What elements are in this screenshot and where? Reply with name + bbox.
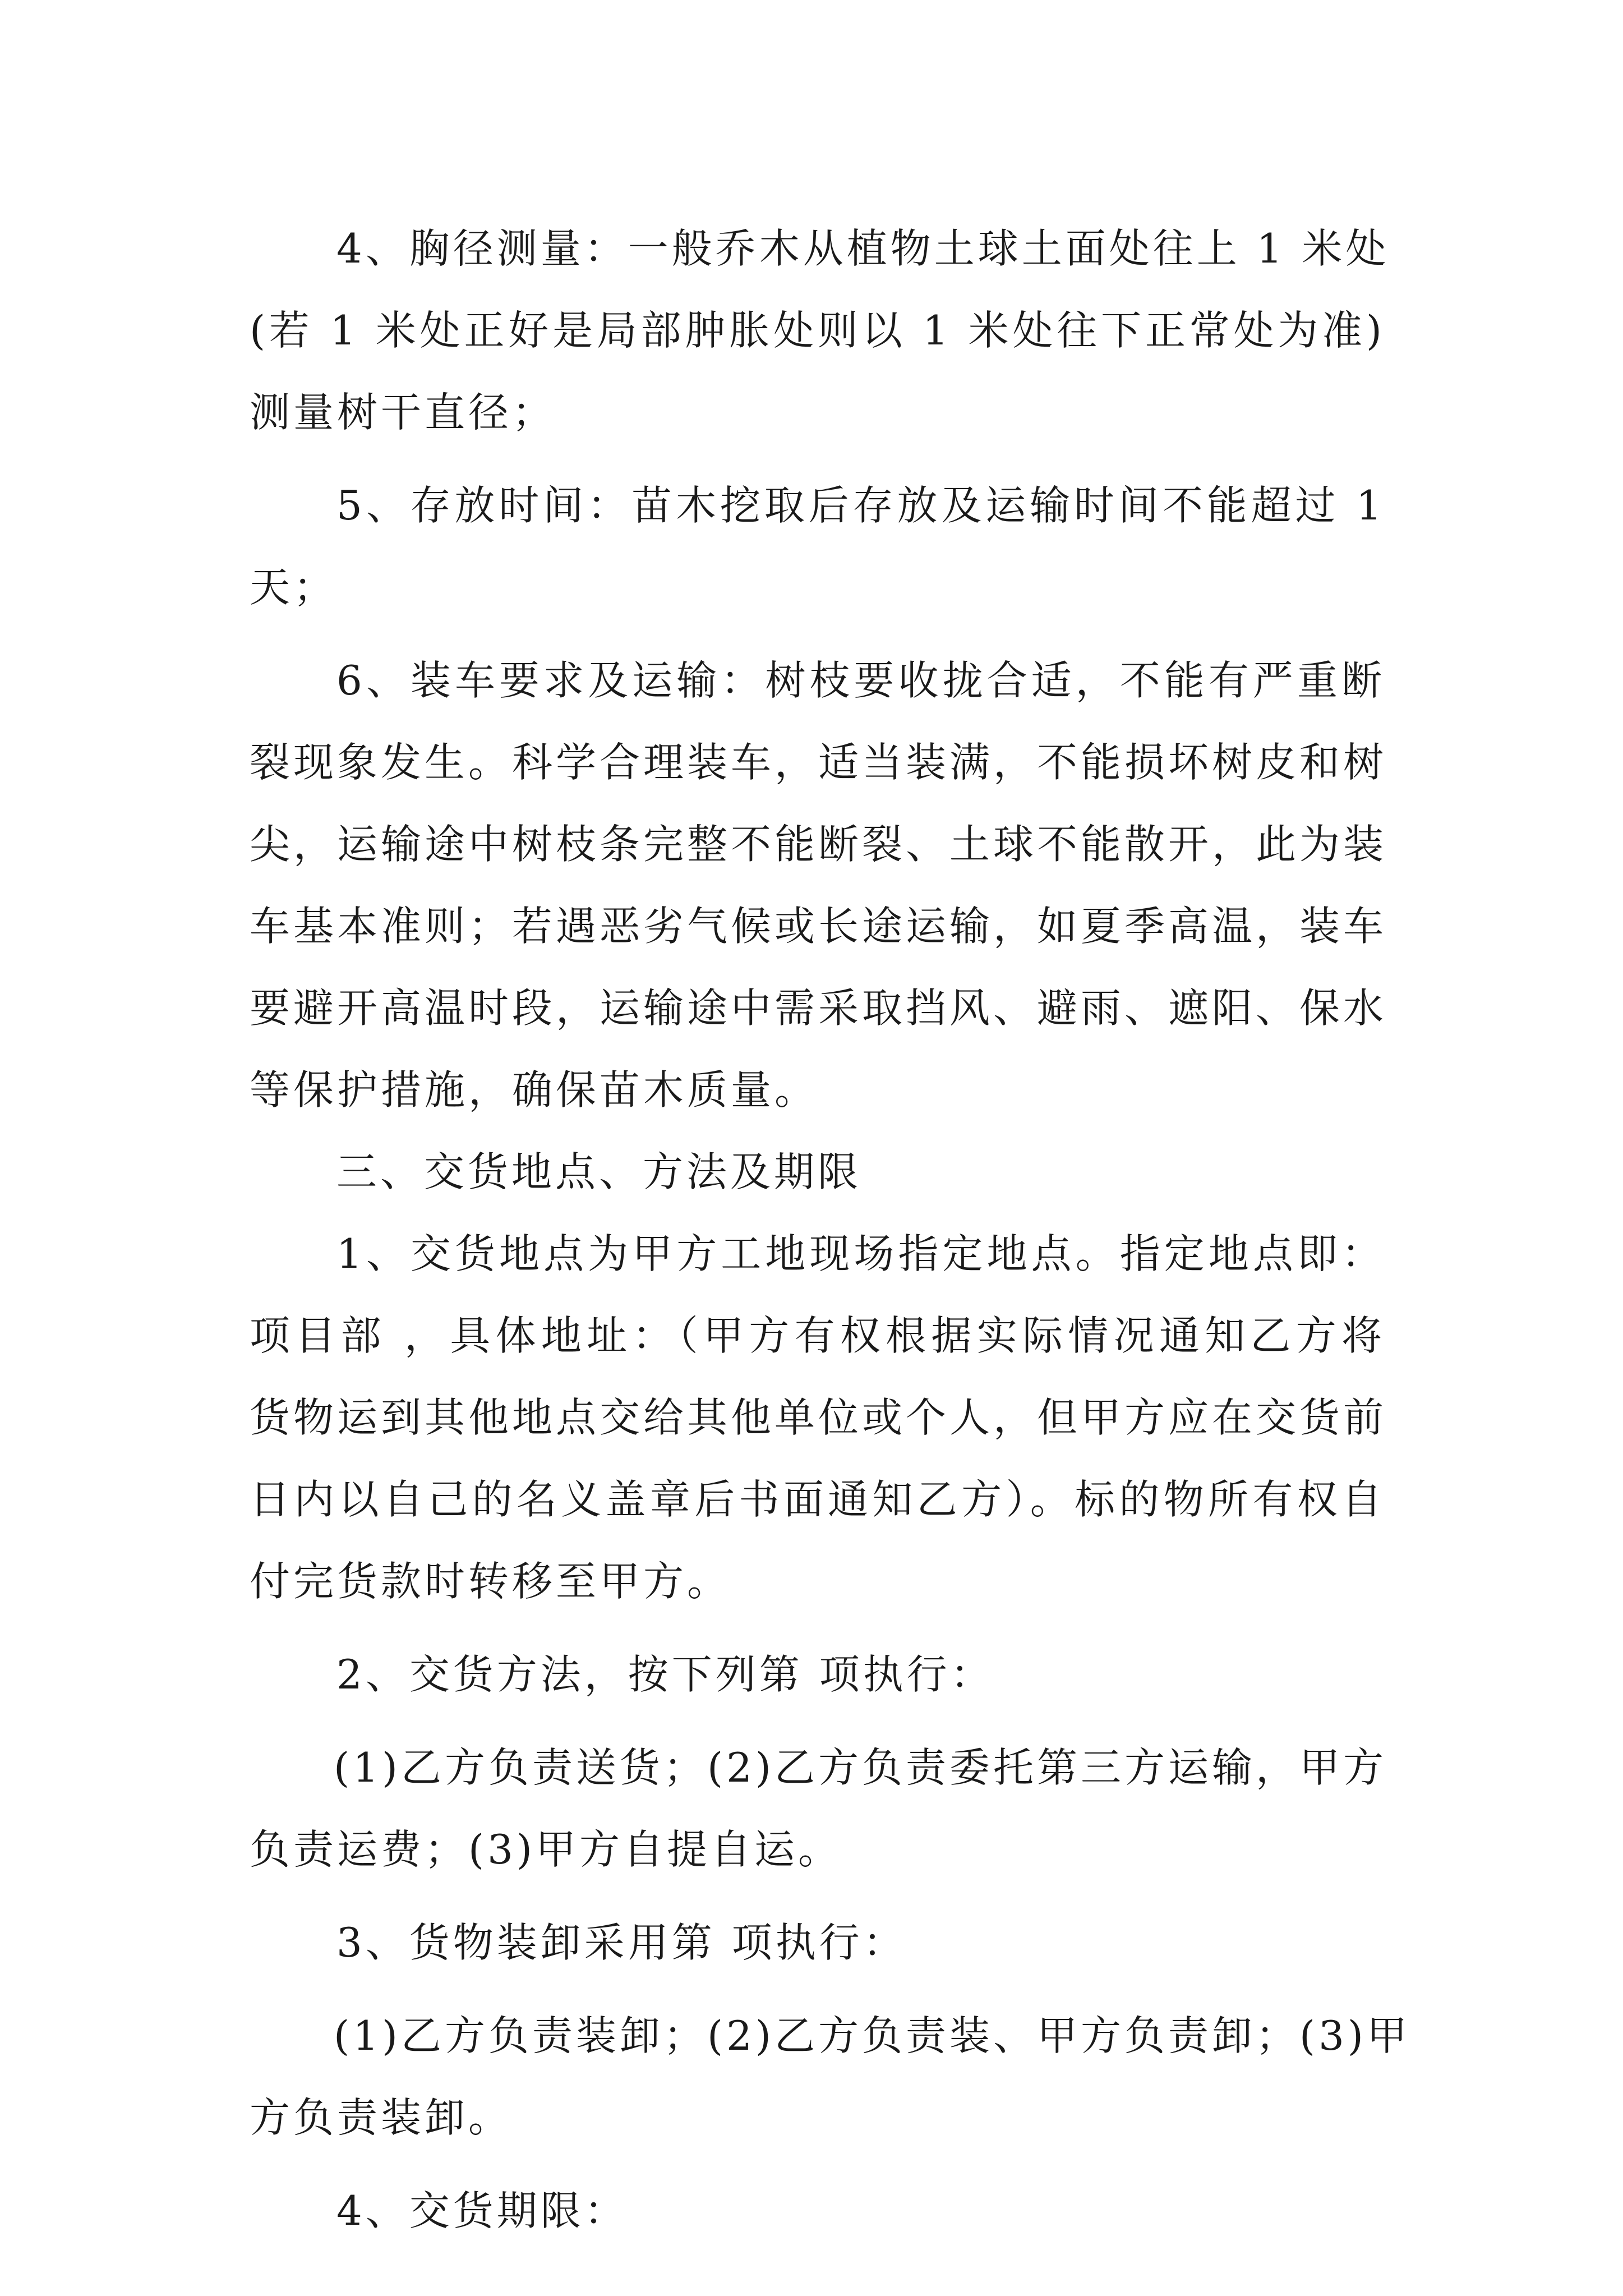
text-line-23: 方负责装卸。: [250, 2094, 513, 2141]
text-line-19: (1)乙方负责送货；(2)乙方负责委托第三方运输，甲方: [334, 1744, 1387, 1791]
text-line-21: 3、货物装卸采用第 项执行：: [336, 1919, 907, 1966]
text-line-9: 车基本准则；若遇恶劣气候或长途运输，如夏季高温，装车: [250, 903, 1387, 950]
document-body: [250, 208, 1410, 2252]
text-line-4: 5、存放时间：苗木挖取后存放及运输时间不能超过 1: [336, 482, 1385, 529]
text-line-17: 付完货款时转移至甲方。: [250, 1558, 731, 1605]
text-line-20: 负责运费；(3)甲方自提自运。: [250, 1826, 842, 1873]
text-line-15: 货物运到其他地点交给其他单位或个人，但甲方应在交货前: [250, 1394, 1387, 1441]
text-line-10: 要避开高温时段，运输途中需采取挡风、避雨、遮阳、保水: [250, 984, 1387, 1032]
text-line-18: 2、交货方法，按下列第 项执行：: [336, 1651, 994, 1698]
text-line-22: (1)乙方负责装卸；(2)乙方负责装、甲方负责卸；(3)甲: [334, 2012, 1410, 2059]
text-line-1: 4、胸径测量：一般乔木从植物土球土面处往上 1 米处: [336, 225, 1390, 272]
text-line-7: 裂现象发生。科学合理装车，适当装满，不能损坏树皮和树: [250, 739, 1387, 786]
text-line-13: 1、交货地点为甲方工地现场指定地点。指定地点即：: [336, 1230, 1385, 1277]
text-line-11: 等保护措施，确保苗木质量。: [250, 1066, 819, 1114]
text-line-8: 尖，运输途中树枝条完整不能断裂、土球不能散开，此为装: [250, 821, 1387, 868]
section-heading: 三、交货地点、方法及期限: [336, 1148, 862, 1195]
text-line-14: 项目部 ，具体地址：（甲方有权根据实际情况通知乙方将: [250, 1312, 1385, 1359]
text-line-24: 4、交货期限：: [336, 2187, 628, 2234]
text-line-3: 测量树干直径；: [250, 389, 556, 436]
text-line-2: (若 1 米处正好是局部肿胀处则以 1 米处往下正常处为准): [250, 307, 1385, 354]
text-line-5: 天；: [250, 564, 338, 611]
text-line-16: 日内以自己的名义盖章后书面通知乙方）。标的物所有权自: [250, 1476, 1385, 1523]
text-line-6: 6、装车要求及运输：树枝要收拢合适，不能有严重断: [336, 657, 1385, 704]
